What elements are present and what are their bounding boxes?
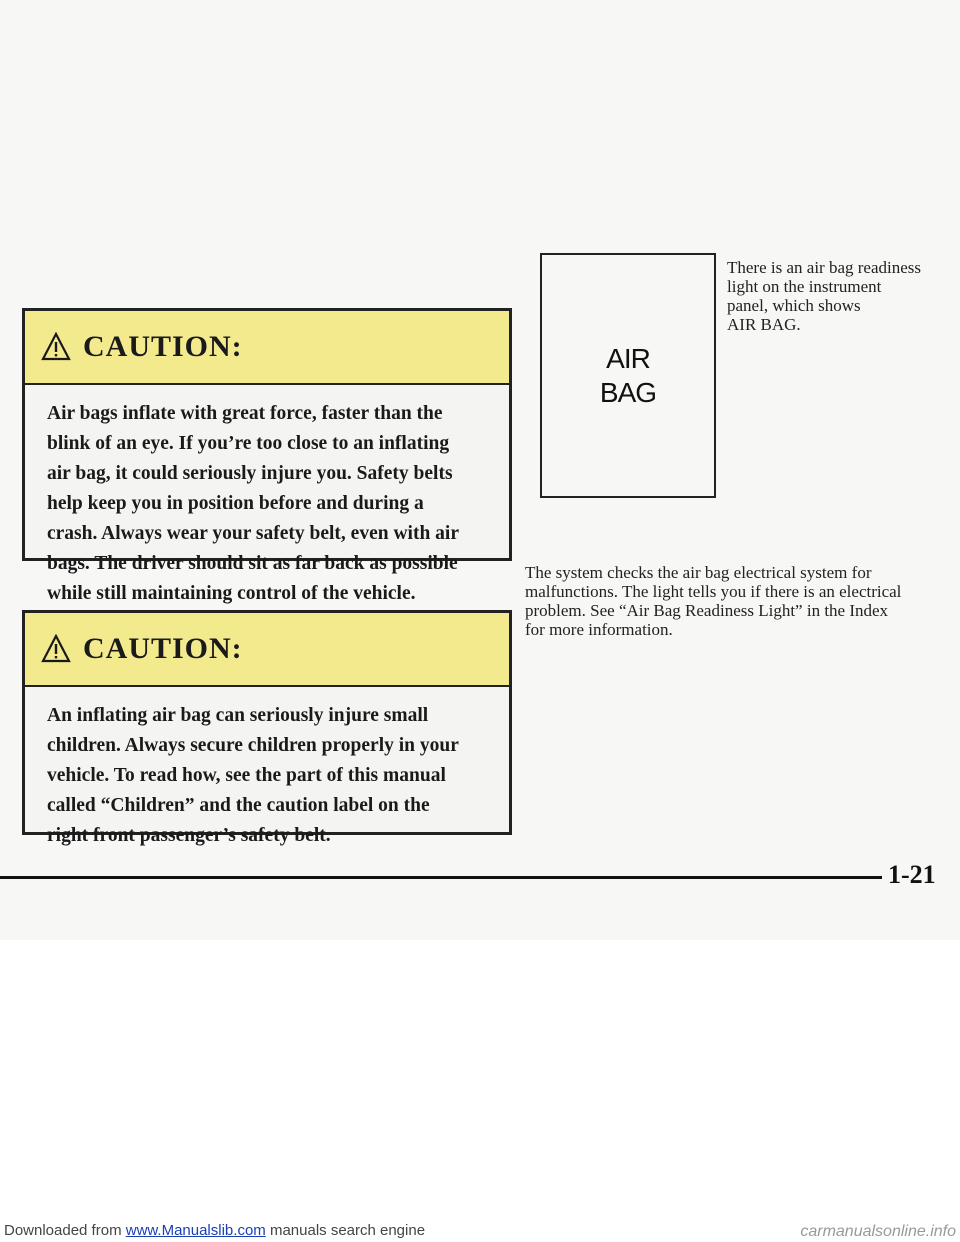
- caution-line: while still maintaining control of the vehicle.: [47, 583, 416, 604]
- footer-suffix: manuals search engine: [265, 1222, 426, 1239]
- caution-title: CAUTION:: [83, 632, 243, 665]
- caution-line: help keep you in position before and during a: [47, 493, 424, 514]
- footer-prefix: Downloaded from: [4, 1222, 126, 1239]
- manualslib-link[interactable]: www.Manualslib.com: [125, 1222, 266, 1239]
- caution-line: Air bags inflate with great force, faster than the: [47, 403, 443, 424]
- system-check-paragraph: [525, 563, 945, 639]
- paragraph-line: light on the instrument: [727, 277, 882, 296]
- watermark-text: carmanualsonline.info: [800, 1223, 956, 1240]
- lamp-text-line: AIR: [606, 342, 650, 374]
- caution-header: [25, 311, 509, 385]
- page-rule: [0, 876, 882, 879]
- caution-title: CAUTION:: [83, 330, 243, 363]
- paragraph-line: for more information.: [525, 620, 673, 639]
- caution-line: right front passenger’s safety belt.: [47, 825, 331, 846]
- caution-line: children. Always secure children properly in your: [47, 735, 459, 756]
- paragraph-line: malfunctions. The light tells you if there is an electrical: [525, 582, 902, 601]
- caution-line: crash. Always wear your safety belt, even with air: [47, 523, 459, 544]
- page-number: 1-21: [888, 860, 936, 889]
- lamp-text-line: BAG: [599, 376, 657, 408]
- readiness-light-description: [727, 258, 947, 334]
- warning-triangle-icon: [41, 634, 71, 664]
- caution-line: called “Children” and the caution label on the: [47, 795, 430, 816]
- caution-line: bags. The driver should sit as far back as possible: [47, 553, 458, 574]
- warning-triangle-icon: [41, 332, 71, 362]
- download-footer: [0, 1220, 960, 1242]
- footer-source: [4, 1222, 425, 1239]
- caution-header: [25, 613, 509, 687]
- paragraph-line: problem. See “Air Bag Readiness Light” in the Index: [525, 601, 889, 620]
- caution-line: An inflating air bag can seriously injure small: [47, 705, 429, 726]
- caution-line: vehicle. To read how, see the part of this manual: [47, 765, 446, 786]
- paragraph-line: AIR BAG.: [727, 315, 801, 334]
- paragraph-line: panel, which shows: [727, 296, 861, 315]
- paragraph-line: There is an air bag readiness: [727, 258, 921, 277]
- caution-text: [25, 385, 509, 629]
- caution-line: blink of an eye. If you’re too close to an inflating: [47, 433, 450, 454]
- paragraph-line: The system checks the air bag electrical system for: [525, 563, 872, 582]
- caution-text: [25, 687, 509, 871]
- caution-box-children: [22, 610, 512, 846]
- caution-box-air-bag-force: [22, 308, 512, 604]
- air-bag-readiness-light-illustration: [540, 253, 716, 498]
- caution-line: air bag, it could seriously injure you. Safety belts: [47, 463, 453, 484]
